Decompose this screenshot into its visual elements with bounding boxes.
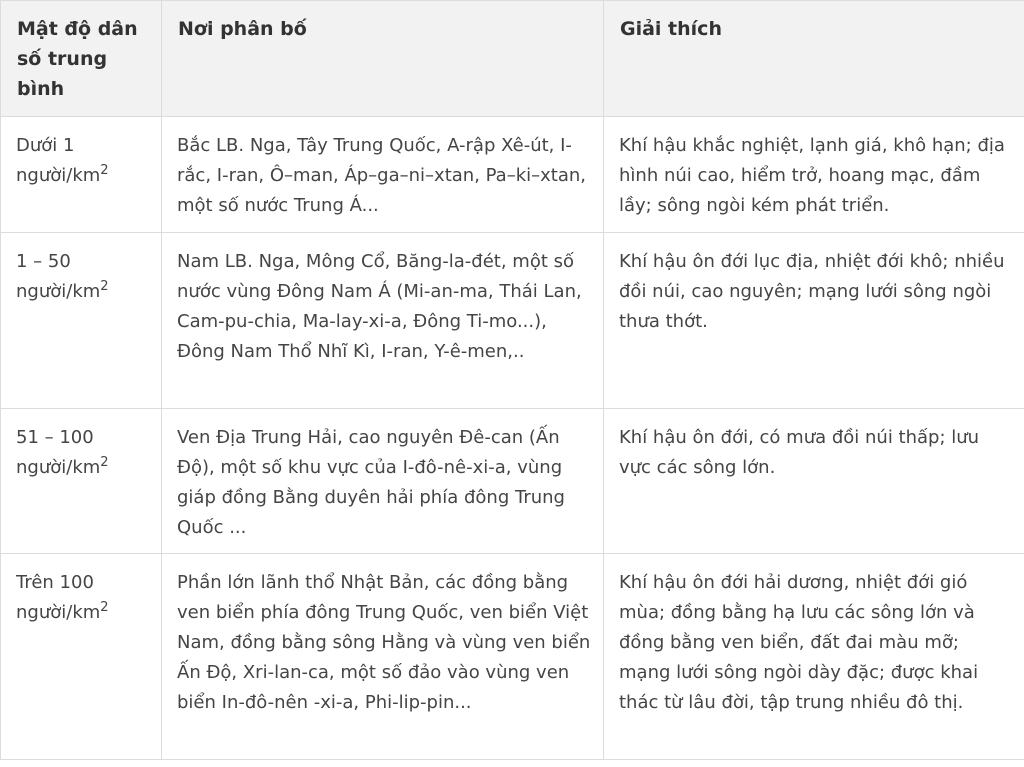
- density-unit: [16, 602, 109, 623]
- density-value: Trên 100: [16, 572, 94, 593]
- density-unit-text: người/km: [16, 602, 101, 623]
- table-body: [1, 117, 1024, 760]
- table-header: [1, 1, 1024, 117]
- density-unit-superscript: 2: [100, 279, 109, 294]
- header-explanation: Giải thích: [604, 1, 1024, 117]
- density-unit-text: người/km: [16, 281, 101, 302]
- density-unit: [16, 457, 109, 478]
- header-row: [1, 1, 1024, 117]
- density-value: Dưới 1: [16, 135, 75, 156]
- density-unit: [16, 165, 109, 186]
- density-cell: [1, 409, 162, 554]
- density-cell: [1, 554, 162, 760]
- explanation-cell: Khí hậu ôn đới hải dương, nhiệt đới gió mùa; đồng bằng hạ lưu các sông lớn và đồng bằng ven biển, đất đai màu mỡ; mạng lưới sông ngòi dày đặc; được khai thác từ lâu đời, tập trung nhiều đô thị.: [604, 554, 1024, 760]
- density-cell: [1, 117, 162, 233]
- table-row: [1, 233, 1024, 409]
- explanation-cell: Khí hậu ôn đới, có mưa đồi núi thấp; lưu vực các sông lớn.: [604, 409, 1024, 554]
- density-unit-text: người/km: [16, 165, 101, 186]
- distribution-cell: Ven Địa Trung Hải, cao nguyên Đê-can (Ấn Độ), một số khu vực của I-đô-nê-xi-a, vùng giáp đồng Bằng duyên hải phía đông Trung Quốc ...: [162, 409, 604, 554]
- density-value: 1 – 50: [16, 251, 71, 272]
- explanation-cell: Khí hậu ôn đới lục địa, nhiệt đới khô; nhiều đồi núi, cao nguyên; mạng lưới sông ngòi thưa thớt.: [604, 233, 1024, 409]
- density-unit: [16, 281, 109, 302]
- header-distribution: Nơi phân bố: [162, 1, 604, 117]
- table-row: [1, 409, 1024, 554]
- density-cell: [1, 233, 162, 409]
- distribution-cell: Nam LB. Nga, Mông Cổ, Băng-la-đét, một số nước vùng Đông Nam Á (Mi-an-ma, Thái Lan, Cam-pu-chia, Ma-lay-xi-a, Đông Ti-mo...), Đông Nam Thổ Nhĩ Kì, I-ran, Y-ê-men,..: [162, 233, 604, 409]
- table-row: [1, 554, 1024, 760]
- distribution-cell: Bắc LB. Nga, Tây Trung Quốc, A-rập Xê-út, I-rắc, I-ran, Ô–man, Áp–ga–ni–xtan, Pa–ki–xtan, một số nước Trung Á...: [162, 117, 604, 233]
- density-value: 51 – 100: [16, 427, 94, 448]
- header-density: Mật độ dân số trung bình: [1, 1, 162, 117]
- density-unit-superscript: 2: [100, 600, 109, 615]
- density-unit-superscript: 2: [100, 163, 109, 178]
- distribution-cell: Phần lớn lãnh thổ Nhật Bản, các đồng bằng ven biển phía đông Trung Quốc, ven biển Việt Nam, đồng bằng sông Hằng và vùng ven biển Ấn Độ, Xri-lan-ca, một số đảo vào vùng ven biển In-đô-nên -xi-a, Phi-lip-pin...: [162, 554, 604, 760]
- density-unit-text: người/km: [16, 457, 101, 478]
- density-unit-superscript: 2: [100, 455, 109, 470]
- table-row: [1, 117, 1024, 233]
- explanation-cell: Khí hậu khắc nghiệt, lạnh giá, khô hạn; địa hình núi cao, hiểm trở, hoang mạc, đầm lầy; sông ngòi kém phát triển.: [604, 117, 1024, 233]
